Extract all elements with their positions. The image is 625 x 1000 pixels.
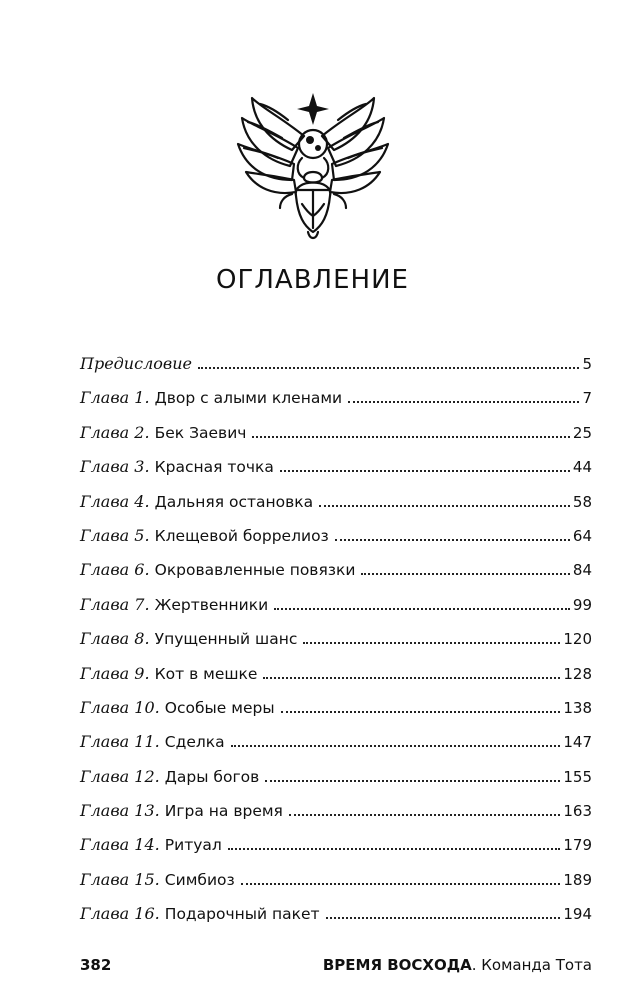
- toc-chapter-label: Глава 9.: [80, 663, 150, 683]
- toc-entry[interactable]: [80, 595, 592, 629]
- toc-page-number: 128: [563, 664, 592, 683]
- toc-chapter-name: Игра на время: [164, 802, 283, 821]
- toc-chapter-name: Упущенный шанс: [154, 630, 298, 649]
- toc-entry[interactable]: [80, 801, 592, 835]
- toc-entry[interactable]: [80, 904, 592, 938]
- toc-entry[interactable]: [80, 870, 592, 904]
- toc-chapter-label: Глава 14.: [80, 835, 160, 855]
- table-of-contents: [80, 354, 592, 939]
- toc-entry[interactable]: [80, 698, 592, 732]
- toc-chapter-label: Глава 2.: [80, 422, 150, 442]
- toc-chapter-name: Двор с алыми кленами: [154, 389, 343, 408]
- toc-leader-dots: [319, 505, 570, 507]
- toc-leader-dots: [252, 436, 569, 438]
- toc-page-number: 147: [563, 733, 592, 752]
- toc-leader-dots: [231, 745, 561, 747]
- toc-leader-dots: [335, 539, 570, 541]
- toc-entry[interactable]: [80, 732, 592, 766]
- toc-chapter-name: Дальняя остановка: [154, 492, 314, 511]
- toc-chapter-label: Глава 8.: [80, 629, 150, 649]
- toc-leader-dots: [265, 780, 560, 782]
- toc-page-number: 64: [572, 526, 592, 545]
- toc-leader-dots: [361, 573, 569, 575]
- toc-page-number: 7: [582, 389, 592, 408]
- toc-page-number: 84: [572, 561, 592, 580]
- toc-chapter-label: Глава 12.: [80, 766, 160, 786]
- toc-chapter-label: Глава 4.: [80, 491, 150, 511]
- toc-chapter-name: Жертвенники: [154, 595, 269, 614]
- toc-chapter-label: Глава 15.: [80, 869, 160, 889]
- toc-chapter-name: Клещевой боррелиоз: [154, 526, 329, 545]
- toc-chapter-label: Глава 6.: [80, 560, 150, 580]
- footer-book-title-bold: ВРЕМЯ ВОСХОДА: [322, 956, 472, 974]
- toc-leader-dots: [263, 677, 560, 679]
- toc-chapter-label: Глава 3.: [80, 457, 150, 477]
- toc-page-number: 58: [572, 492, 592, 511]
- toc-leader-dots: [348, 401, 579, 403]
- toc-entry[interactable]: [80, 767, 592, 801]
- toc-page-number: 5: [582, 355, 592, 373]
- toc-entry[interactable]: [80, 526, 592, 560]
- toc-page-number: 155: [563, 767, 592, 786]
- toc-leader-dots: [228, 848, 561, 850]
- toc-entry[interactable]: [80, 354, 592, 388]
- toc-chapter-label: Предисловие: [80, 354, 192, 373]
- toc-entry[interactable]: [80, 560, 592, 594]
- toc-chapter-name: Окровавленные повязки: [154, 561, 356, 580]
- page-title: ОГЛАВЛЕНИЕ: [216, 265, 409, 295]
- toc-page-number: 163: [563, 802, 592, 821]
- toc-page-number: 25: [572, 423, 592, 442]
- toc-entry[interactable]: [80, 423, 592, 457]
- toc-entry[interactable]: [80, 388, 592, 422]
- toc-chapter-name: Ритуал: [164, 836, 222, 855]
- toc-leader-dots: [280, 470, 570, 472]
- toc-page-number: 99: [572, 595, 592, 614]
- toc-page-number: 138: [563, 698, 592, 717]
- toc-entry[interactable]: [80, 492, 592, 526]
- toc-entry[interactable]: [80, 457, 592, 491]
- toc-chapter-label: Глава 5.: [80, 525, 150, 545]
- footer-book-subtitle: . Команда Тота: [471, 956, 592, 974]
- footer-book-title: [323, 956, 592, 974]
- toc-chapter-label: Глава 10.: [80, 697, 160, 717]
- toc-chapter-label: Глава 11.: [80, 732, 160, 752]
- toc-chapter-name: Особые меры: [164, 698, 275, 717]
- toc-chapter-name: Бек Заевич: [154, 423, 247, 442]
- toc-chapter-name: Дары богов: [164, 767, 260, 786]
- toc-page-number: 120: [563, 630, 592, 649]
- toc-page-number: 189: [563, 870, 592, 889]
- toc-page-number: 179: [563, 836, 592, 855]
- toc-chapter-label: Глава 1.: [80, 388, 150, 408]
- toc-entry[interactable]: [80, 629, 592, 663]
- toc-chapter-name: Подарочный пакет: [164, 905, 320, 924]
- toc-chapter-label: Глава 16.: [80, 904, 160, 924]
- toc-leader-dots: [198, 367, 579, 369]
- toc-leader-dots: [289, 814, 560, 816]
- toc-leader-dots: [241, 883, 561, 885]
- toc-page-number: 44: [572, 458, 592, 477]
- toc-leader-dots: [303, 642, 560, 644]
- footer-page-number: 382: [80, 956, 112, 974]
- toc-chapter-name: Красная точка: [154, 458, 274, 477]
- toc-page-number: 194: [563, 905, 592, 924]
- toc-chapter-label: Глава 13.: [80, 801, 160, 821]
- toc-entry[interactable]: [80, 835, 592, 869]
- toc-chapter-label: Глава 7.: [80, 594, 150, 614]
- toc-chapter-name: Сделка: [164, 733, 225, 752]
- page-footer: [80, 956, 592, 974]
- scarab-emblem-icon: [232, 78, 394, 250]
- toc-entry[interactable]: [80, 664, 592, 698]
- toc-chapter-name: Симбиоз: [164, 870, 235, 889]
- toc-leader-dots: [281, 711, 561, 713]
- toc-leader-dots: [274, 608, 570, 610]
- toc-leader-dots: [326, 917, 561, 919]
- toc-chapter-name: Кот в мешке: [154, 664, 258, 683]
